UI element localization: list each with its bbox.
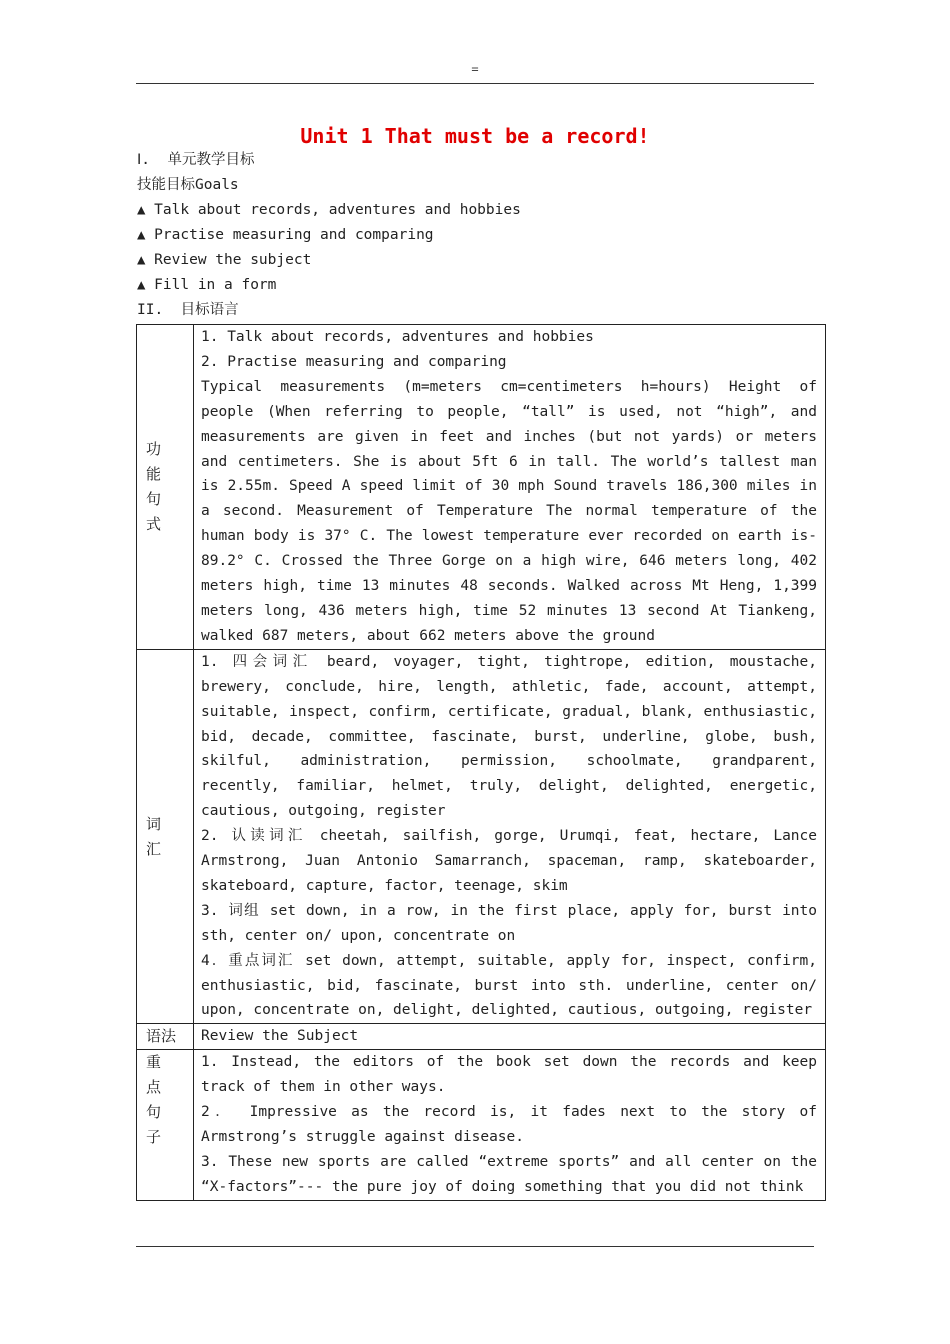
vocabulary-item-1: 1. 四会词汇 beard, voyager, tight, tightrope, edition, moustache, brewery, conclude, hire, length, athletic, fade, account, attempt, suitable, inspect, confirm, certificate, gradual, blank, enthusiastic, bid, decade, committee, fascinate, burst, underline, globe, bush, skilful, administration, permission, schoolmate, grandparent, recently, familiar, helmet, truly, delight, delighted, energetic, cautious, outgoing, register [201,653,817,820]
goal-item [137,248,521,273]
header-rule [136,83,814,84]
key-sentence-2: 2． Impressive as the record is, it fades next to the story of Armstrong’s struggle against disease. [201,1104,817,1146]
vocabulary-label-cell [137,649,194,1024]
triangle-bullet-icon: ▲ [137,227,146,243]
target-language-table [136,324,826,1201]
functions-content [194,325,826,650]
functions-line-1: 1. Talk about records, adventures and hobbies [201,329,594,345]
vocabulary-content [194,649,826,1024]
key-sentences-row [137,1050,826,1200]
vocabulary-item-4: 4．重点词汇 set down, attempt, suitable, apply for, inspect, confirm, enthusiastic, bid, fascinate, burst into sth. underline, center on/ upon, concentrate on, delight, delighted, cautious, outgoing, register [201,952,817,1019]
vocabulary-item-2: 2. 认读词汇 cheetah, sailfish, gorge, Urumqi, feat, hectare, Lance Armstrong, Juan Antonio Samarranch, spaceman, ramp, skateboarder, skateboard, capture, factor, teenage, skim [201,828,817,894]
footer-rule [136,1246,814,1247]
key-sentences-label-cell [137,1050,194,1200]
functions-label: 功 能 句 式 [146,440,162,533]
triangle-bullet-icon: ▲ [137,252,146,268]
goal-text: Talk about records, adventures and hobbies [154,202,521,218]
grammar-label-cell [137,1024,194,1050]
functions-paragraph: Typical measurements (m=meters cm=centimeters h=hours) Height of people (When referring to people, “tall” is used, not “high”, and measurements are given in feet and inches (but not yards) or meters and centimeters. She is about 5ft 6 in tall. The world’s tallest man is 2.55m. Speed A speed limit of 30 mph Sound travels 186,300 miles in a second. Measurement of Temperature The normal temperature of the human body is 37° C. The lowest temperature ever recorded on earth is-89.2° C. Crossed the Three Gorge on a high wire, 646 meters long, 402 meters high, time 13 minutes 48 seconds. Walked across Mt Heng, 1,399 meters long, 436 meters high, time 52 minutes 13 second At Tiankeng, walked 687 meters, about 662 meters above the ground [201,378,817,644]
section2-heading: II. 目标语言 [137,302,239,318]
grammar-content: Review the Subject [201,1028,359,1045]
grammar-content-cell [194,1024,826,1050]
triangle-bullet-icon: ▲ [137,277,146,293]
key-sentences-label: 重 点 句 子 [146,1053,162,1147]
functions-row [137,325,826,650]
section-goals [137,148,521,323]
grammar-row [137,1024,826,1050]
vocabulary-label: 词 汇 [146,814,162,858]
functions-line-2: 2. Practise measuring and comparing [201,353,507,370]
functions-label-cell [137,325,194,650]
grammar-label: 语法 [146,1027,177,1046]
page-title: Unit 1 That must be a record! [300,124,650,148]
page-header-mark: = [471,62,479,76]
vocabulary-item-3: 3. 词组 set down, in a row, in the first place, apply for, burst into sth, center on/ upon, concentrate on [201,902,817,944]
goal-text: Fill in a form [154,277,277,293]
goal-text: Review the subject [154,252,312,268]
section1-subheading: 技能目标Goals [137,177,239,193]
key-sentence-1: 1. Instead, the editors of the book set down the records and keep track of them in other ways. [201,1054,817,1096]
vocabulary-row [137,649,826,1024]
triangle-bullet-icon: ▲ [137,202,146,218]
goal-text: Practise measuring and comparing [154,227,434,243]
goal-item [137,273,521,298]
goal-item [137,223,521,248]
key-sentence-3: 3. These new sports are called “extreme sports” and all center on the “X-factors”--- the pure joy of doing something that you did not think [201,1154,817,1195]
key-sentences-content [194,1050,826,1200]
section1-heading: Ⅰ. 单元教学目标 [137,152,255,168]
goal-item [137,198,521,223]
